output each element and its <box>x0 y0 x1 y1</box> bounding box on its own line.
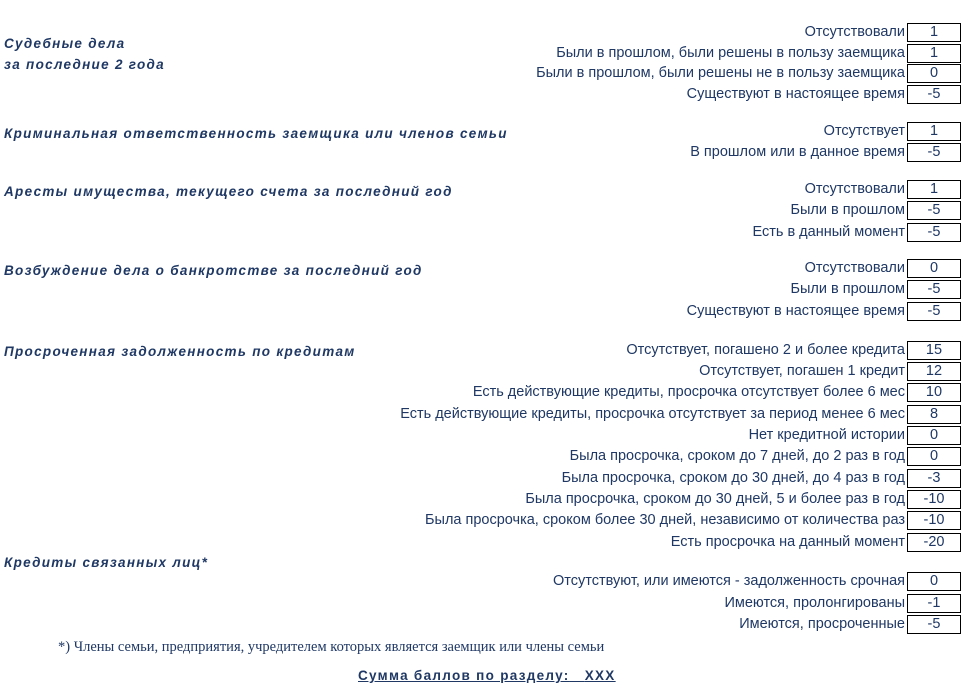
option-label: Есть действующие кредиты, просрочка отсутствует за период менее 6 мес <box>400 406 905 422</box>
option-label: Нет кредитной истории <box>748 427 905 443</box>
score-cell: 0 <box>907 426 961 445</box>
score-cell: -20 <box>907 533 961 552</box>
score-cell: -10 <box>907 490 961 509</box>
option-label: В прошлом или в данное время <box>690 144 905 160</box>
score-cell: -5 <box>907 201 961 220</box>
option-label: Есть просрочка на данный момент <box>670 534 905 550</box>
section-total <box>358 668 616 683</box>
score-cell: 0 <box>907 259 961 278</box>
option-label: Отсутствует <box>823 123 905 139</box>
option-label: Отсутствовали <box>804 24 905 40</box>
option-label: Отсутствовали <box>804 181 905 197</box>
section-title: Возбуждение дела о банкротстве за последний год <box>4 263 423 278</box>
option-label: Существуют в настоящее время <box>686 303 905 319</box>
option-label: Есть в данный момент <box>752 224 905 240</box>
section-title: Просроченная задолженность по кредитам <box>4 344 356 359</box>
score-cell: -3 <box>907 469 961 488</box>
option-label: Есть действующие кредиты, просрочка отсутствует более 6 мес <box>472 384 905 400</box>
option-label: Были в прошлом, были решены в пользу заемщика <box>556 45 905 61</box>
option-label: Отсутствовали <box>804 260 905 276</box>
score-cell: -5 <box>907 302 961 321</box>
score-cell: 10 <box>907 383 961 402</box>
option-label: Была просрочка, сроком до 30 дней, 5 и более раз в год <box>525 491 905 507</box>
score-cell: 8 <box>907 405 961 424</box>
option-label: Отсутствует, погашено 2 и более кредита <box>626 342 905 358</box>
option-label: Была просрочка, сроком до 7 дней, до 2 раз в год <box>569 448 905 464</box>
score-cell: 1 <box>907 44 961 63</box>
option-label: Была просрочка, сроком до 30 дней, до 4 раз в год <box>561 470 905 486</box>
score-cell: 0 <box>907 64 961 83</box>
score-cell: -10 <box>907 511 961 530</box>
footnote: *) Члены семьи, предприятия, учредителем которых является заемщик или члены семьи <box>58 639 605 655</box>
score-cell: -1 <box>907 594 961 613</box>
option-label: Отсутствует, погашен 1 кредит <box>699 363 905 379</box>
option-label: Были в прошлом <box>790 202 905 218</box>
score-cell: -5 <box>907 280 961 299</box>
total-label: Сумма баллов по разделу: <box>358 668 570 683</box>
option-label: Были в прошлом, были решены не в пользу заемщика <box>536 65 905 81</box>
section-title: за последние 2 года <box>4 57 165 72</box>
option-label: Имеются, пролонгированы <box>724 595 905 611</box>
score-cell: 15 <box>907 341 961 360</box>
total-value: XXX <box>584 668 616 683</box>
score-cell: 1 <box>907 180 961 199</box>
section-title: Кредиты связанных лиц* <box>4 555 209 570</box>
score-cell: 1 <box>907 122 961 141</box>
section-title: Криминальная ответственность заемщика или членов семьи <box>4 126 508 141</box>
option-label: Были в прошлом <box>790 281 905 297</box>
option-label: Имеются, просроченные <box>739 616 905 632</box>
score-cell: -5 <box>907 615 961 634</box>
section-title: Судебные дела <box>4 36 126 51</box>
option-label: Существуют в настоящее время <box>686 86 905 102</box>
section-title: Аресты имущества, текущего счета за последний год <box>4 184 453 199</box>
score-cell: 1 <box>907 23 961 42</box>
score-cell: 0 <box>907 572 961 591</box>
option-label: Была просрочка, сроком более 30 дней, независимо от количества раз <box>425 512 905 528</box>
score-cell: 0 <box>907 447 961 466</box>
score-cell: -5 <box>907 223 961 242</box>
option-label: Отсутствуют, или имеются - задолженность срочная <box>553 573 905 589</box>
score-cell: 12 <box>907 362 961 381</box>
score-cell: -5 <box>907 143 961 162</box>
score-cell: -5 <box>907 85 961 104</box>
